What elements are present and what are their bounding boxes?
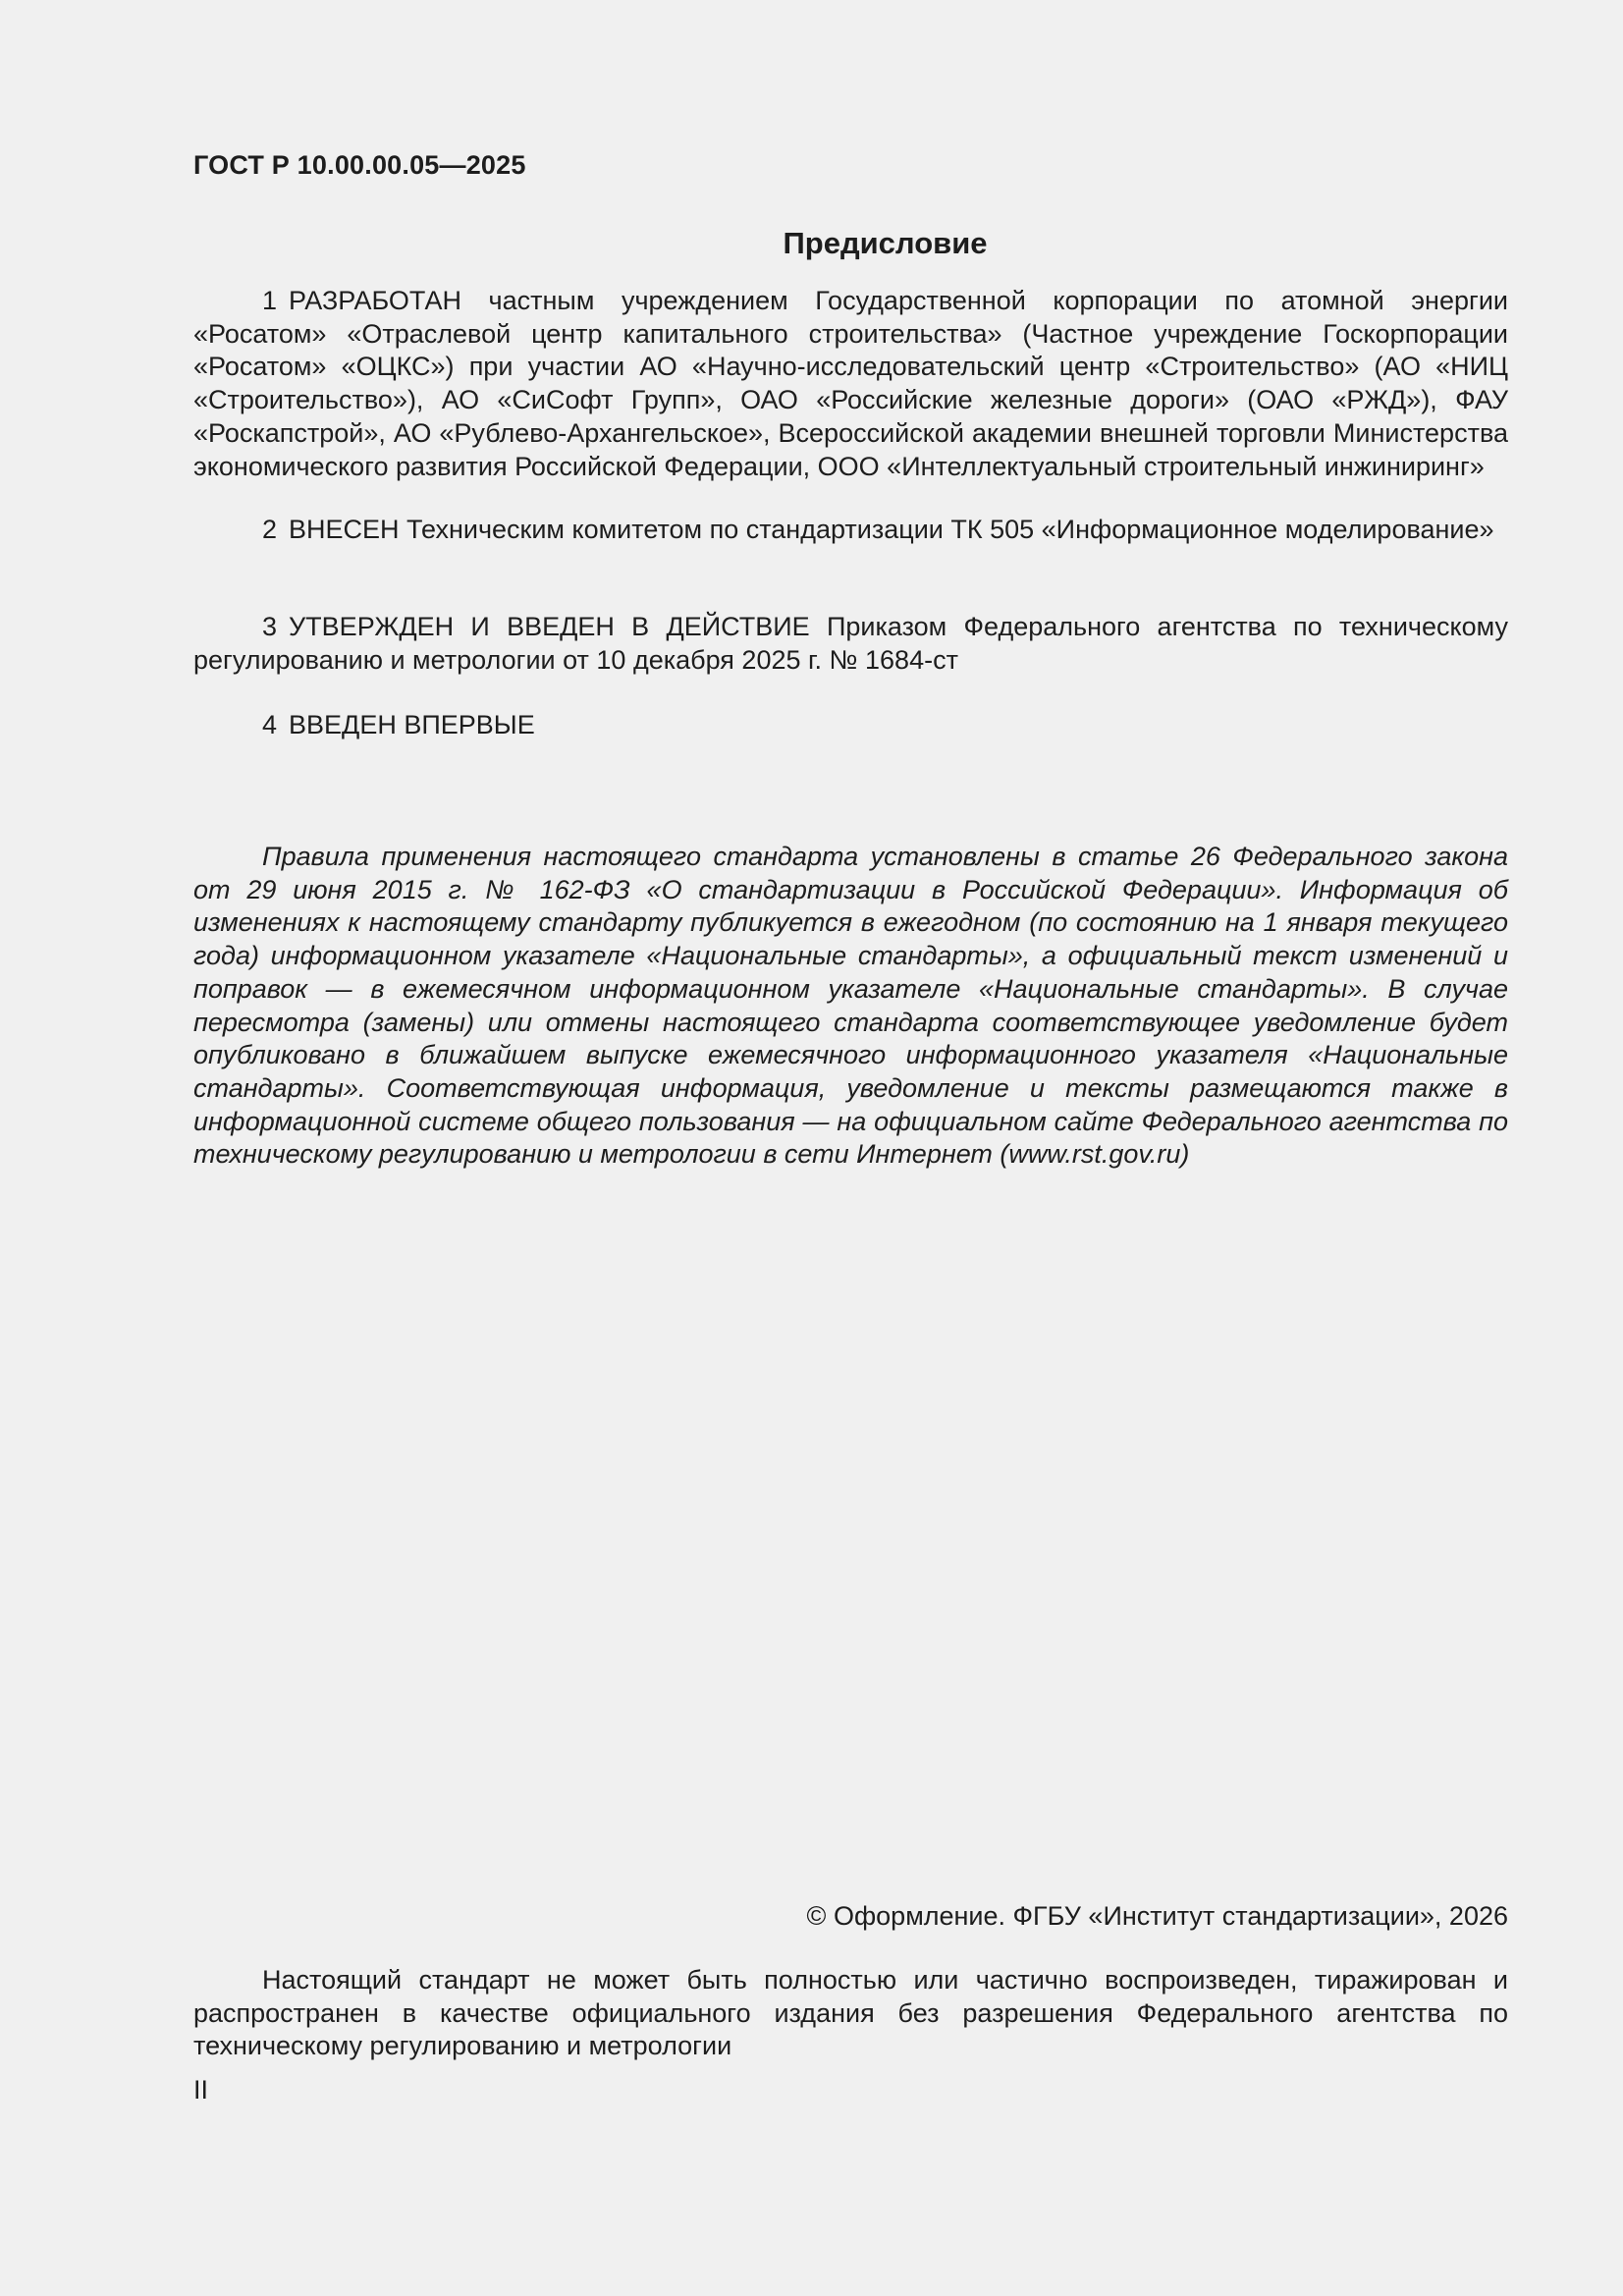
reproduction-notice: Настоящий стандарт не может быть полностью или частично воспроизведен, тиражирован и распространен в качестве официального издания без разрешения Федерального агентства по техническому регулированию и метрологии [193, 1965, 1508, 2061]
rules-notice: Правила применения настоящего стандарта установлены в статье 26 Федерального закона от 29 июня 2015 г. № 162-ФЗ «О стандартизации в Российской Федерации». Информация об изменениях к настоящему стандарту публикуется в ежегодном (по состоянию на 1 января текущего года) информационном указателе «Национальные стандарты», а официальный текст изменений и поправок — в ежемесячном информационном указателе «Национальные стандарты». В случае пересмотра (замены) или отмены настоящего стандарта соответствующее уведомление будет опубликовано в ближайшем выпуске ежемесячного информационного указателя «Национальные стандарты». Соответствующая информация, уведомление и тексты размещаются также в информационной системе общего пользования — на официальном сайте Федерального агентства по техническому регулированию и метрологии в сети Интернет (www.rst.gov.ru) [193, 842, 1508, 1170]
item-number: 4 [262, 710, 278, 739]
item-text: УТВЕРЖДЕН И ВВЕДЕН В ДЕЙСТВИЕ Приказом Федерального агентства по техническому регулированию и метрологии от 10 декабря 2025 г. № 1684-ст [193, 612, 1508, 675]
item-number: 1 [262, 286, 278, 315]
page-number: II [193, 2075, 209, 2105]
item-number: 3 [262, 612, 278, 641]
item-text: ВНЕСЕН Техническим комитетом по стандартизации ТК 505 «Информационное моделирование» [289, 515, 1494, 544]
foreword-item-1 [193, 285, 1508, 483]
page-title: Предисловие [783, 226, 988, 260]
foreword-item-2 [193, 514, 1508, 547]
item-text: ВВЕДЕН ВПЕРВЫЕ [289, 710, 535, 739]
item-number: 2 [262, 515, 278, 544]
foreword-item-4 [193, 709, 1508, 742]
copyright: © Оформление. ФГБУ «Институт стандартизации», 2026 [806, 1901, 1508, 1931]
document-code: ГОСТ Р 10.00.00.05—2025 [193, 150, 526, 180]
foreword-item-3 [193, 611, 1508, 677]
item-text: РАЗРАБОТАН частным учреждением Государственной корпорации по атомной энергии «Росатом» «Отраслевой центр капитального строительства» (Частное учреждение Госкорпорации «Росатом» «ОЦКС») при участии АО «Научно-исследовательский центр «Строительство» (АО «НИЦ «Строительство»), АО «СиСофт Групп», ОАО «Российские железные дороги» (ОАО «РЖД»), ФАУ «Роскапстрой», АО «Рублево-Архангельское», Всероссийской академии внешней торговли Министерства экономического развития Российской Федерации, ООО «Интеллектуальный строительный инжиниринг» [193, 286, 1508, 481]
